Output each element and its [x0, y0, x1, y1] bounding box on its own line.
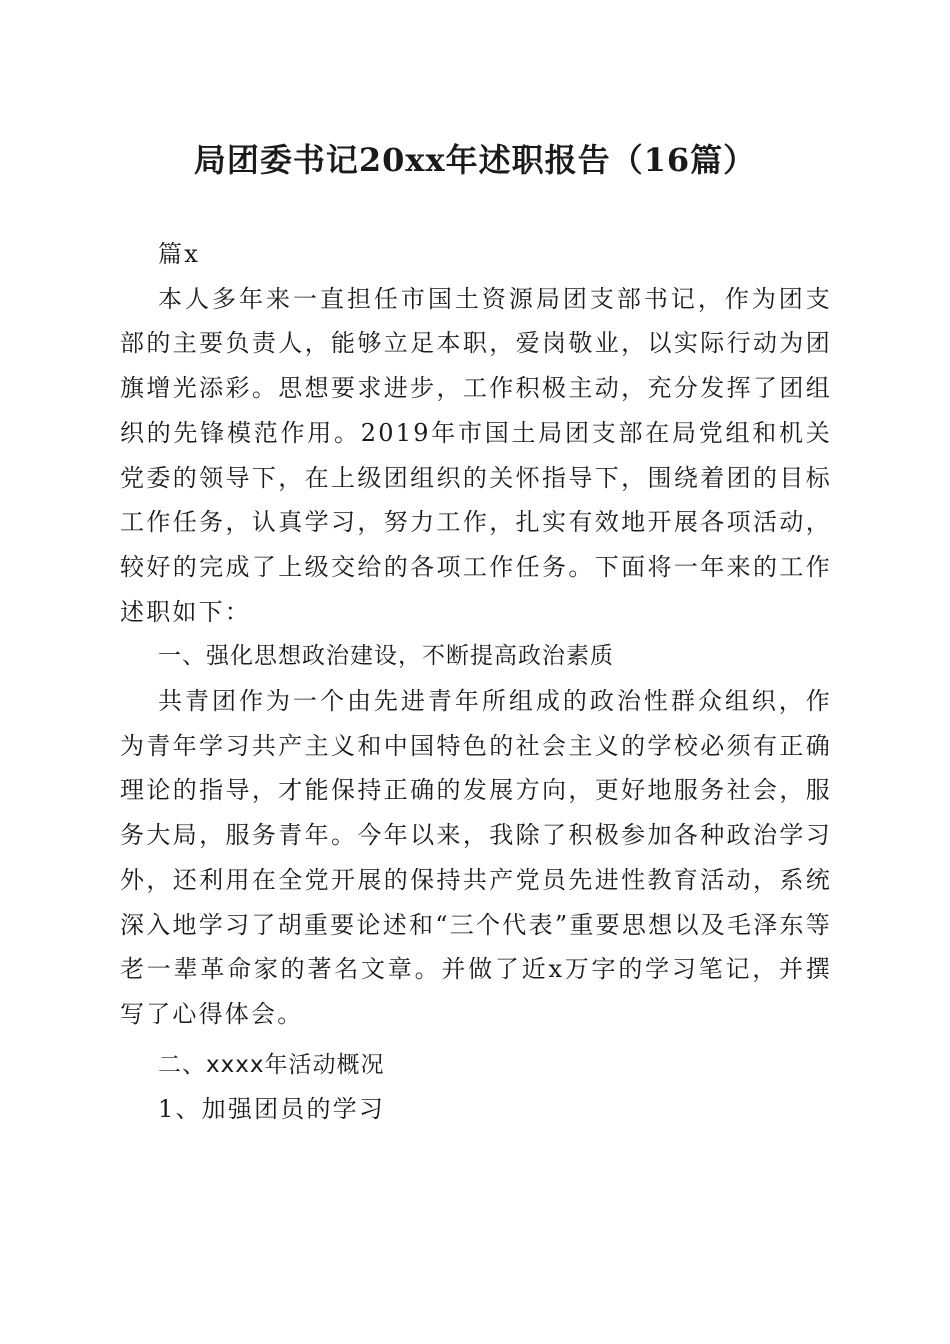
document-body	[120, 232, 832, 1132]
document-title: 局团委书记20xx年述职报告（16篇）	[193, 141, 757, 179]
section-label: 篇x	[158, 240, 200, 268]
subsection-item: 1、加强团员的学习	[158, 1095, 386, 1124]
body-paragraph: 共青团作为一个由先进青年所组成的政治性群众组织，作为青年学习共产主义和中国特色的社会主义的学校必须有正确理论的指导，才能保持正确的发展方向，更好地服务社会，服务大局，服务青年。今年以来，我除了积极参加各种政治学习外，还利用在全党开展的保持共产党员先进性教育活动，系统深入地学习了胡重要论述和“三个代表”重要思想以及毛泽东等老一辈革命家的著名文章。并做了近x万字的学习笔记，并撰写了心得体会。	[120, 687, 832, 1028]
section-heading-1: 一、强化思想政治建设，不断提高政治素质	[158, 643, 614, 670]
section-heading-2: 二、xxxx年活动概况	[158, 1051, 385, 1078]
intro-paragraph: 本人多年来一直担任市国土资源局团支部书记，作为团支部的主要负责人，能够立足本职，爱岗敬业，以实际行动为团旗增光添彩。思想要求进步，工作积极主动，充分发挥了团组织的先锋模范作用。2019年市国土局团支部在局党组和机关党委的领导下，在上级团组织的关怀指导下，围绕着团的目标工作任务，认真学习，努力工作，扎实有效地开展各项活动，较好的完成了上级交给的各项工作任务。下面将一年来的工作述职如下：	[120, 284, 832, 626]
